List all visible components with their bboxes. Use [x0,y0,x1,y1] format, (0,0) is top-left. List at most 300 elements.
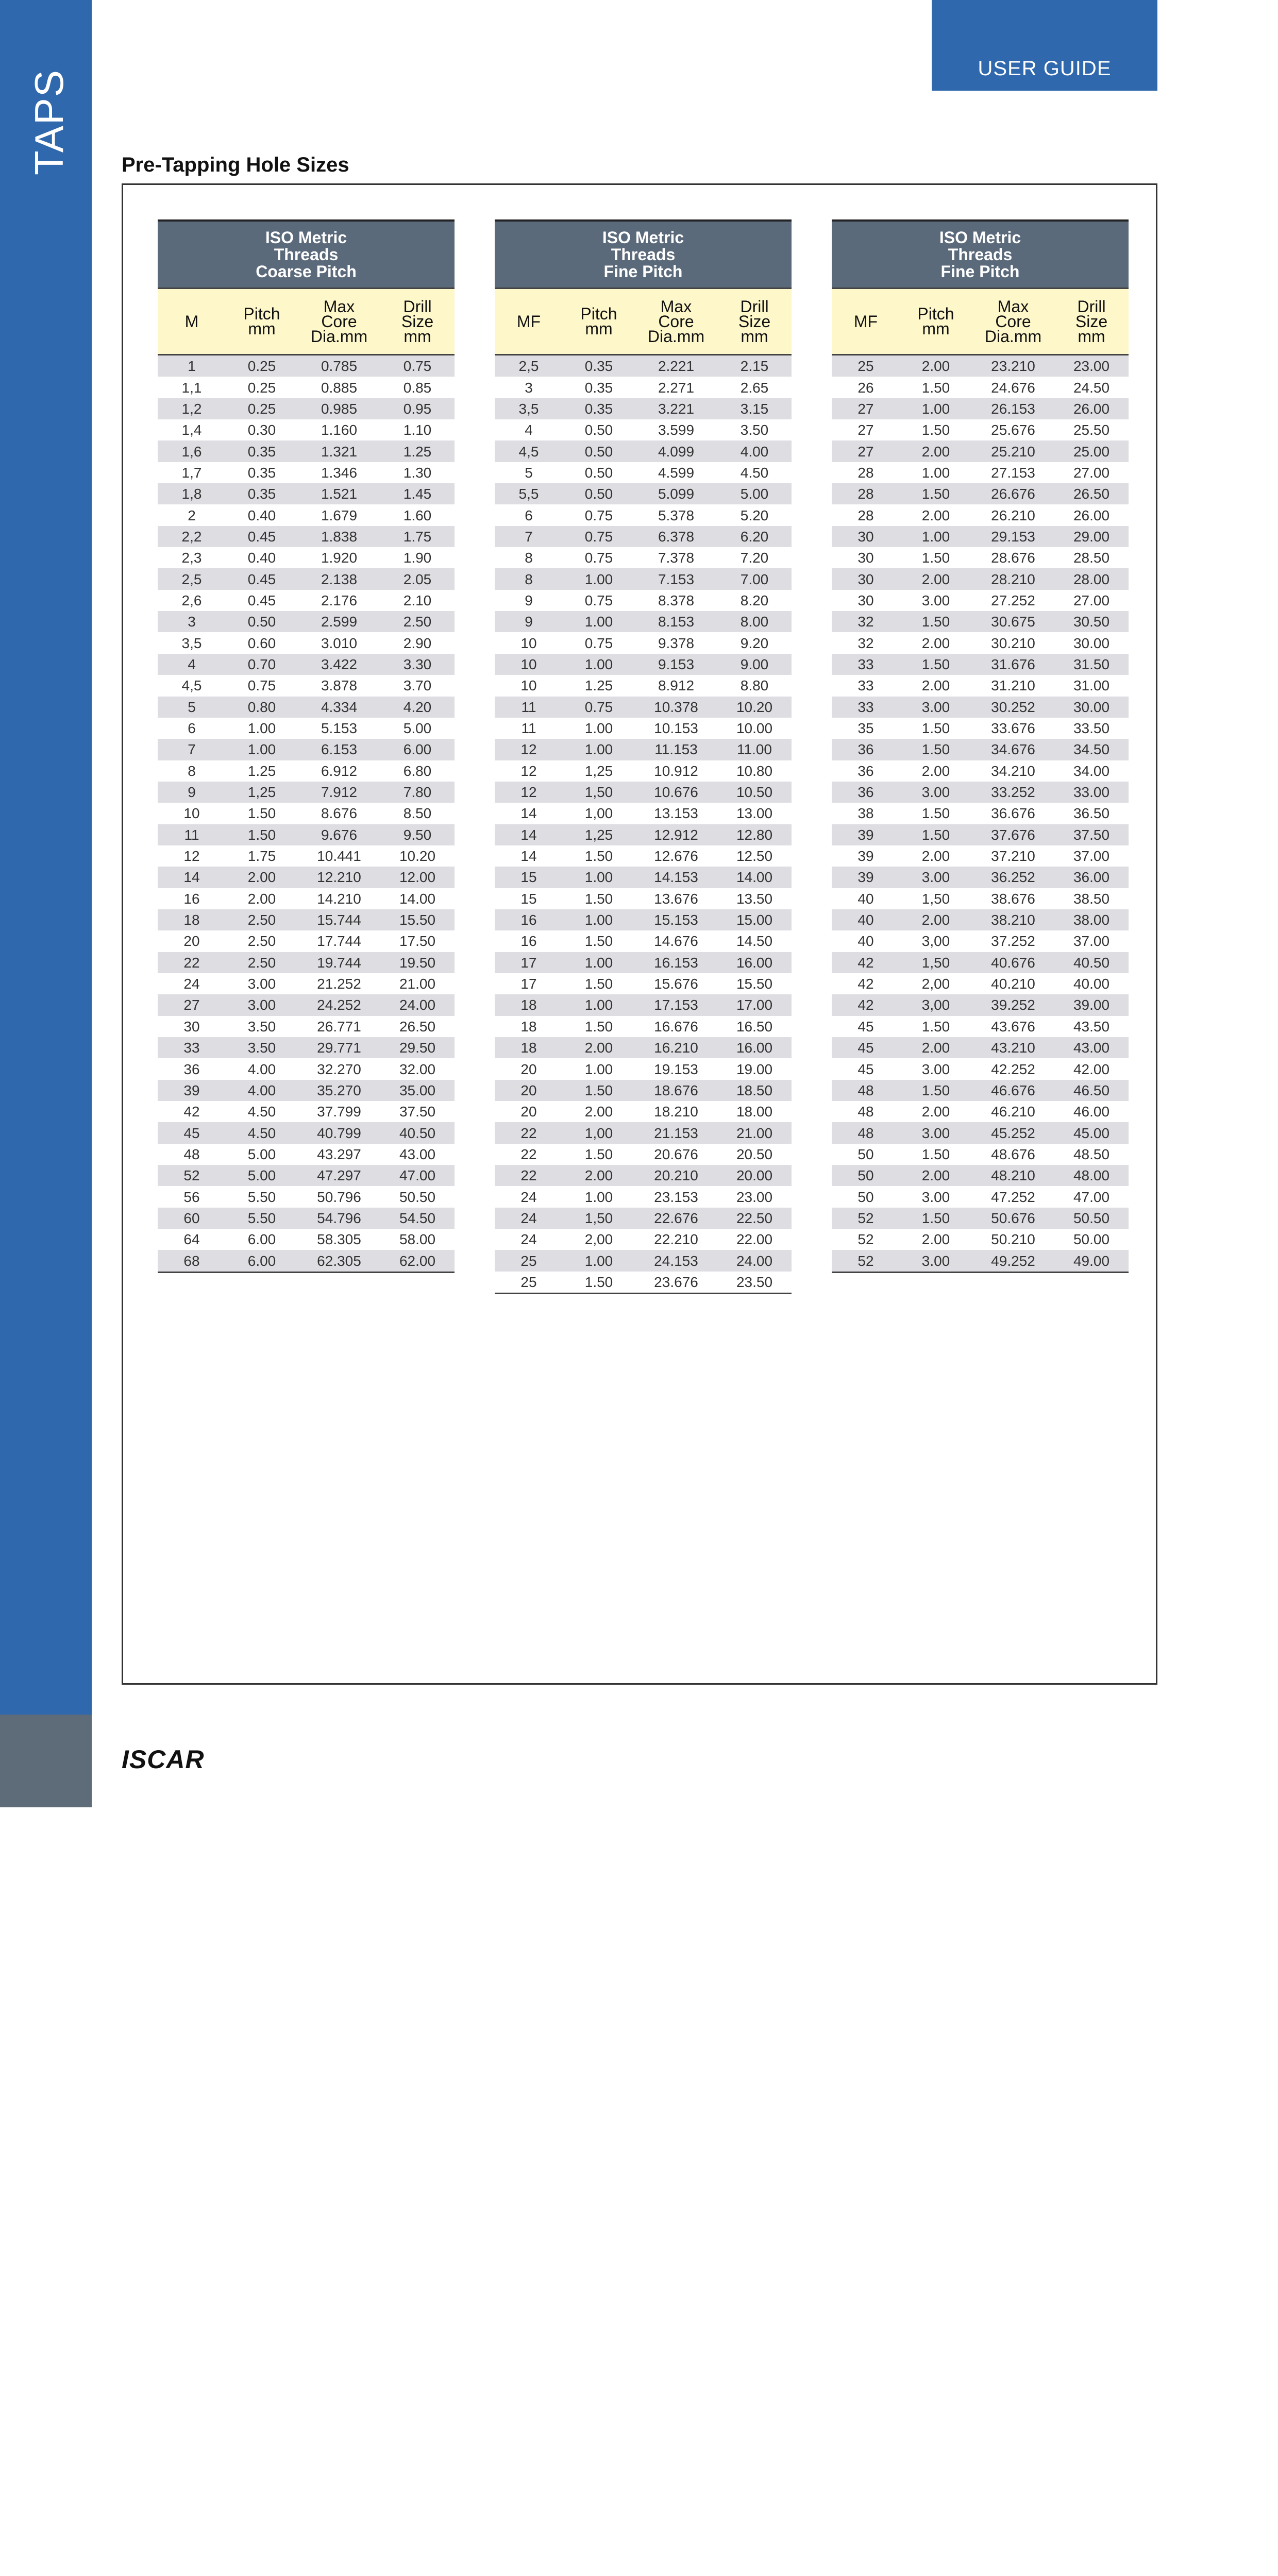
coarse-pitch-table [158,219,455,1273]
cell-pitch: 0.35 [226,483,298,504]
cell-size: 4,5 [495,440,563,462]
cell-core-dia: 8.912 [635,675,717,696]
cell-core-dia: 9.676 [298,824,380,845]
cell-drill-size: 14.00 [717,867,792,888]
table-row [495,909,792,930]
cell-drill-size: 22.50 [717,1208,792,1229]
cell-size: 2,6 [158,590,226,611]
column-header-line: MF [516,312,541,331]
cell-pitch: 1.00 [563,867,635,888]
cell-drill-size: 50.50 [380,1186,455,1207]
cell-size: 9 [158,782,226,803]
cell-pitch: 0.60 [226,632,298,653]
cell-size: 48 [832,1122,900,1143]
cell-core-dia: 23.153 [635,1186,717,1207]
cell-drill-size: 6.80 [380,760,455,782]
cell-size: 38 [832,803,900,824]
cell-size: 5,5 [495,483,563,504]
cell-size: 2,5 [158,568,226,589]
cell-drill-size: 10.80 [717,760,792,782]
table-row [158,952,455,973]
column-header-line: Pitch [243,304,280,323]
cell-size: 4 [158,654,226,675]
cell-drill-size: 20.50 [717,1144,792,1165]
cell-size: 22 [495,1122,563,1143]
cell-size: 28 [832,462,900,483]
cell-core-dia: 9.153 [635,654,717,675]
cell-size: 10 [495,675,563,696]
table-row [495,973,792,994]
table-title-line: Threads [611,245,676,264]
table-row [832,718,1129,739]
cell-pitch: 2,00 [563,1229,635,1250]
cell-size: 39 [832,845,900,867]
table-row [832,888,1129,909]
cell-size: 42 [158,1101,226,1122]
cell-size: 45 [832,1058,900,1079]
cell-core-dia: 16.153 [635,952,717,973]
cell-size: 36 [158,1058,226,1079]
cell-core-dia: 5.099 [635,483,717,504]
column-header-line: Max [660,297,692,316]
cell-drill-size: 43.00 [380,1144,455,1165]
column-header-size [832,289,900,355]
cell-drill-size: 39.00 [1054,994,1129,1015]
table-row [832,930,1129,952]
cell-core-dia: 21.153 [635,1122,717,1143]
cell-core-dia: 38.210 [972,909,1054,930]
table-row [495,654,792,675]
cell-drill-size: 12.00 [380,867,455,888]
cell-core-dia: 36.252 [972,867,1054,888]
cell-size: 33 [832,675,900,696]
cell-drill-size: 15.00 [717,909,792,930]
cell-core-dia: 46.210 [972,1101,1054,1122]
cell-pitch: 1.00 [563,654,635,675]
cell-core-dia: 19.744 [298,952,380,973]
cell-pitch: 0.75 [226,675,298,696]
cell-size: 12 [495,760,563,782]
cell-core-dia: 1.321 [298,440,380,462]
cell-core-dia: 15.676 [635,973,717,994]
cell-core-dia: 43.210 [972,1037,1054,1058]
cell-pitch: 1.50 [900,377,972,398]
cell-size: 50 [832,1186,900,1207]
cell-size: 24 [495,1229,563,1250]
cell-pitch: 2.00 [900,632,972,653]
cell-size: 6 [158,718,226,739]
cell-core-dia: 7.912 [298,782,380,803]
cell-size: 5 [495,462,563,483]
cell-drill-size: 23.50 [717,1272,792,1294]
column-header-line: Dia.mm [984,327,1042,346]
cell-drill-size: 21.00 [717,1122,792,1143]
cell-pitch: 6.00 [226,1229,298,1250]
cell-drill-size: 33.00 [1054,782,1129,803]
cell-size: 2,5 [495,355,563,377]
table-row [158,1122,455,1143]
cell-drill-size: 3.15 [717,398,792,419]
cell-core-dia: 27.153 [972,462,1054,483]
cell-drill-size: 22.00 [717,1229,792,1250]
cell-drill-size: 1.75 [380,526,455,547]
cell-drill-size: 29.50 [380,1037,455,1058]
cell-pitch: 1.00 [563,1250,635,1271]
column-header-line: Drill [403,297,432,316]
cell-drill-size: 5.00 [717,483,792,504]
cell-core-dia: 3.221 [635,398,717,419]
cell-drill-size: 33.50 [1054,718,1129,739]
cell-drill-size: 26.50 [380,1016,455,1037]
cell-drill-size: 40.50 [1054,952,1129,973]
table-row [832,867,1129,888]
cell-drill-size: 0.95 [380,398,455,419]
cell-core-dia: 62.305 [298,1250,380,1272]
cell-drill-size: 0.75 [380,355,455,377]
cell-core-dia: 34.210 [972,760,1054,782]
cell-drill-size: 12.50 [717,845,792,867]
cell-core-dia: 11.153 [635,739,717,760]
cell-pitch: 3.00 [900,697,972,718]
cell-pitch: 1.50 [900,1144,972,1165]
cell-core-dia: 4.099 [635,440,717,462]
cell-core-dia: 6.912 [298,760,380,782]
cell-core-dia: 40.676 [972,952,1054,973]
cell-core-dia: 10.676 [635,782,717,803]
cell-core-dia: 2.599 [298,611,380,632]
column-header-line: Size [1075,312,1108,331]
cell-core-dia: 2.138 [298,568,380,589]
cell-core-dia: 35.270 [298,1080,380,1101]
table-row [832,1229,1129,1250]
cell-core-dia: 1.346 [298,462,380,483]
cell-pitch: 2.00 [900,845,972,867]
cell-size: 42 [832,973,900,994]
cell-core-dia: 43.676 [972,1016,1054,1037]
cell-drill-size: 27.00 [1054,462,1129,483]
table-row [495,440,792,462]
table-row [158,1165,455,1186]
cell-core-dia: 33.252 [972,782,1054,803]
cell-drill-size: 38.50 [1054,888,1129,909]
cell-core-dia: 4.599 [635,462,717,483]
cell-size: 18 [495,1016,563,1037]
cell-core-dia: 30.252 [972,697,1054,718]
cell-drill-size: 43.00 [1054,1037,1129,1058]
cell-pitch: 0.40 [226,547,298,568]
cell-size: 42 [832,952,900,973]
cell-core-dia: 29.153 [972,526,1054,547]
cell-size: 15 [495,867,563,888]
cell-pitch: 1.50 [563,1080,635,1101]
cell-drill-size: 2.05 [380,568,455,589]
table-row [158,845,455,867]
cell-size: 52 [832,1250,900,1272]
table-row [495,590,792,611]
page-number-box [0,1715,92,1807]
cell-pitch: 4.50 [226,1122,298,1143]
cell-pitch: 0.30 [226,419,298,440]
cell-core-dia: 33.676 [972,718,1054,739]
cell-size: 35 [832,718,900,739]
column-header-line: Size [738,312,771,331]
cell-core-dia: 39.252 [972,994,1054,1015]
cell-size: 27 [158,994,226,1015]
table-row [495,1016,792,1037]
cell-size: 32 [832,611,900,632]
table-row [158,419,455,440]
cell-pitch: 1,50 [563,1208,635,1229]
cell-size: 56 [158,1186,226,1207]
cell-size: 11 [158,824,226,845]
table-row [158,888,455,909]
cell-core-dia: 22.210 [635,1229,717,1250]
table-title-line: Threads [274,245,339,264]
cell-core-dia: 18.210 [635,1101,717,1122]
cell-pitch: 1.00 [900,526,972,547]
cell-size: 11 [495,697,563,718]
cell-pitch: 2.50 [226,930,298,952]
cell-drill-size: 47.00 [380,1165,455,1186]
cell-core-dia: 8.153 [635,611,717,632]
cell-drill-size: 5.20 [717,504,792,526]
cell-size: 24 [495,1208,563,1229]
user-guide-label: USER GUIDE [978,57,1112,80]
cell-pitch: 0.35 [226,462,298,483]
cell-size: 40 [832,909,900,930]
table-row [495,504,792,526]
cell-drill-size: 8.50 [380,803,455,824]
table-row [495,355,792,377]
cell-pitch: 3.00 [900,590,972,611]
cell-drill-size: 10.00 [717,718,792,739]
table-row [158,526,455,547]
cell-drill-size: 50.00 [1054,1229,1129,1250]
cell-core-dia: 48.676 [972,1144,1054,1165]
cell-pitch: 1.50 [563,1272,635,1294]
table-row [495,377,792,398]
sidebar [0,0,92,1715]
table-row [495,803,792,824]
cell-core-dia: 36.676 [972,803,1054,824]
cell-size: 45 [832,1016,900,1037]
table-row [158,632,455,653]
cell-size: 8 [495,547,563,568]
table-row [495,462,792,483]
table-row [158,1080,455,1101]
cell-pitch: 1,25 [563,760,635,782]
cell-drill-size: 36.00 [1054,867,1129,888]
table-row [495,398,792,419]
cell-core-dia: 50.796 [298,1186,380,1207]
table-row [832,994,1129,1015]
cell-drill-size: 11.00 [717,739,792,760]
cell-pitch: 1.50 [226,803,298,824]
cell-core-dia: 37.210 [972,845,1054,867]
cell-size: 32 [832,632,900,653]
cell-pitch: 4.00 [226,1080,298,1101]
cell-drill-size: 17.00 [717,994,792,1015]
cell-size: 36 [832,782,900,803]
cell-size: 39 [832,867,900,888]
cell-pitch: 1,25 [563,824,635,845]
cell-size: 1,4 [158,419,226,440]
cell-core-dia: 27.252 [972,590,1054,611]
table-row [158,462,455,483]
cell-core-dia: 2.176 [298,590,380,611]
table-row [832,697,1129,718]
cell-size: 4,5 [158,675,226,696]
cell-drill-size: 32.00 [380,1058,455,1079]
cell-size: 33 [832,654,900,675]
cell-core-dia: 15.153 [635,909,717,930]
cell-drill-size: 25.50 [1054,419,1129,440]
table-row [158,1186,455,1207]
cell-drill-size: 0.85 [380,377,455,398]
table-row [832,504,1129,526]
cell-size: 20 [495,1058,563,1079]
cell-core-dia: 6.153 [298,739,380,760]
cell-drill-size: 20.00 [717,1165,792,1186]
cell-core-dia: 38.676 [972,888,1054,909]
cell-core-dia: 21.252 [298,973,380,994]
cell-core-dia: 4.334 [298,697,380,718]
cell-pitch: 1,50 [900,952,972,973]
table-title-line: Threads [948,245,1013,264]
table-row [158,930,455,952]
cell-size: 22 [495,1144,563,1165]
cell-core-dia: 0.985 [298,398,380,419]
cell-size: 3 [495,377,563,398]
cell-pitch: 3.00 [900,1058,972,1079]
cell-size: 9 [495,611,563,632]
cell-pitch: 1,00 [563,803,635,824]
table-row [495,994,792,1015]
cell-size: 9 [495,590,563,611]
table-row [832,1058,1129,1079]
cell-core-dia: 1.160 [298,419,380,440]
cell-size: 3 [158,611,226,632]
column-header-pitch [226,289,298,355]
cell-drill-size: 3.50 [717,419,792,440]
table-row [495,1080,792,1101]
cell-pitch: 1.50 [900,547,972,568]
cell-drill-size: 58.00 [380,1229,455,1250]
table-row [832,675,1129,696]
table-title-line: ISO Metric [939,228,1021,247]
cell-size: 2 [158,504,226,526]
cell-drill-size: 48.50 [1054,1144,1129,1165]
table-row [832,1208,1129,1229]
table-row [158,994,455,1015]
table-row [832,845,1129,867]
cell-size: 28 [832,483,900,504]
table-row [495,718,792,739]
cell-core-dia: 26.771 [298,1016,380,1037]
cell-drill-size: 8.80 [717,675,792,696]
cell-size: 4 [495,419,563,440]
cell-pitch: 0.50 [563,419,635,440]
table-row [495,697,792,718]
cell-size: 18 [495,1037,563,1058]
cell-core-dia: 14.153 [635,867,717,888]
cell-drill-size: 24.50 [1054,377,1129,398]
cell-pitch: 3.00 [900,782,972,803]
cell-drill-size: 50.50 [1054,1208,1129,1229]
cell-size: 17 [495,973,563,994]
cell-pitch: 1.50 [563,973,635,994]
cell-drill-size: 2.10 [380,590,455,611]
cell-size: 17 [495,952,563,973]
cell-drill-size: 1.25 [380,440,455,462]
cell-drill-size: 10.50 [717,782,792,803]
cell-drill-size: 26.00 [1054,504,1129,526]
cell-pitch: 2.00 [900,1101,972,1122]
cell-pitch: 1,25 [226,782,298,803]
cell-drill-size: 19.50 [380,952,455,973]
cell-core-dia: 12.912 [635,824,717,845]
cell-drill-size: 12.80 [717,824,792,845]
cell-pitch: 1.00 [563,718,635,739]
cell-drill-size: 30.00 [1054,697,1129,718]
column-header-core-dia [972,289,1054,355]
cell-drill-size: 48.00 [1054,1165,1129,1186]
cell-size: 52 [832,1229,900,1250]
cell-pitch: 3.50 [226,1037,298,1058]
cell-pitch: 0.45 [226,568,298,589]
table-row [495,1208,792,1229]
cell-core-dia: 26.676 [972,483,1054,504]
table-title-line: Fine Pitch [940,262,1020,281]
cell-drill-size: 2.90 [380,632,455,653]
cell-core-dia: 19.153 [635,1058,717,1079]
cell-core-dia: 58.305 [298,1229,380,1250]
table-row [495,1037,792,1058]
column-header-line: Core [321,312,357,331]
cell-pitch: 3.00 [226,994,298,1015]
cell-core-dia: 46.676 [972,1080,1054,1101]
cell-drill-size: 14.50 [717,930,792,952]
cell-pitch: 1.00 [900,462,972,483]
cell-drill-size: 34.50 [1054,739,1129,760]
table-row [495,568,792,589]
cell-size: 36 [832,739,900,760]
column-header-pitch [563,289,635,355]
cell-size: 30 [832,590,900,611]
cell-core-dia: 8.378 [635,590,717,611]
page-title: Pre-Tapping Hole Sizes [122,154,349,176]
cell-pitch: 3.50 [226,1016,298,1037]
cell-core-dia: 50.210 [972,1229,1054,1250]
cell-drill-size: 30.50 [1054,611,1129,632]
cell-drill-size: 26.00 [1054,398,1129,419]
cell-core-dia: 22.676 [635,1208,717,1229]
cell-core-dia: 50.676 [972,1208,1054,1229]
cell-drill-size: 38.00 [1054,909,1129,930]
table-title-line: ISO Metric [265,228,347,247]
table-row [832,611,1129,632]
cell-drill-size: 5.00 [380,718,455,739]
cell-pitch: 1.50 [563,888,635,909]
cell-size: 1,2 [158,398,226,419]
cell-drill-size: 46.50 [1054,1080,1129,1101]
cell-pitch: 5.50 [226,1186,298,1207]
cell-pitch: 1.50 [563,1016,635,1037]
cell-size: 14 [495,803,563,824]
cell-pitch: 1.00 [563,994,635,1015]
cell-core-dia: 20.676 [635,1144,717,1165]
cell-core-dia: 24.153 [635,1250,717,1271]
